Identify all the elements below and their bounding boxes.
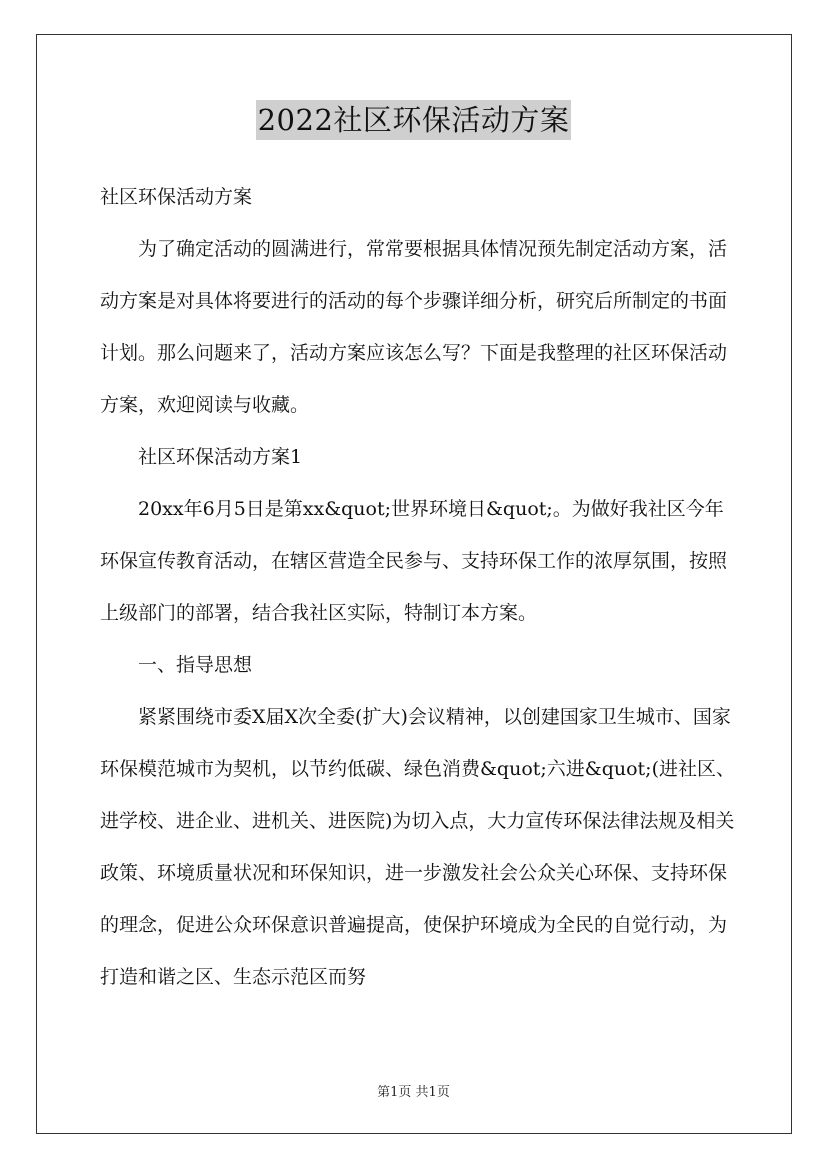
page-number: 第1页 共1页 xyxy=(377,1085,450,1100)
paragraph-intro: 为了确定活动的圆满进行，常常要根据具体情况预先制定活动方案，活动方案是对具体将要进行的活动的每个步骤详细分析，研究后所制定的书面计划。那么问题来了，活动方案应该怎么写？下面是我整理的社区环保活动方案，欢迎阅读与收藏。 xyxy=(100,238,728,416)
section-heading-plan-1: 社区环保活动方案1 xyxy=(138,446,303,468)
page-footer xyxy=(0,1084,827,1102)
paragraph-environment-day: 20xx年6月5日是第xx&quot;世界环境日&quot;。为做好我社区今年环保宣传教育活动，在辖区营造全民参与、支持环保工作的浓厚氛围，按照上级部门的部署，结合我社区实际，特制订本方案。 xyxy=(100,498,728,624)
title-container xyxy=(0,100,827,140)
document-title: 2022社区环保活动方案 xyxy=(256,100,572,140)
section-heading-guiding-ideology: 一、指导思想 xyxy=(138,654,253,676)
paragraph-guiding-ideology: 紧紧围绕市委X届X次全委(扩大)会议精神，以创建国家卫生城市、国家环保模范城市为契机，以节约低碳、绿色消费&quot;六进&quot;(进社区、进学校、进企业、进机关、进医院)为切入点，大力宣传环保法律法规及相关政策、环境质量状况和环保知识，进一步激发社会公众关心环保、支持环保的理念，促进公众环保意识普遍提高，使保护环境成为全民的自觉行动，为打造和谐之区、生态示范区而努 xyxy=(100,706,735,988)
document-body xyxy=(100,171,740,1003)
document-subtitle: 社区环保活动方案 xyxy=(100,186,253,208)
